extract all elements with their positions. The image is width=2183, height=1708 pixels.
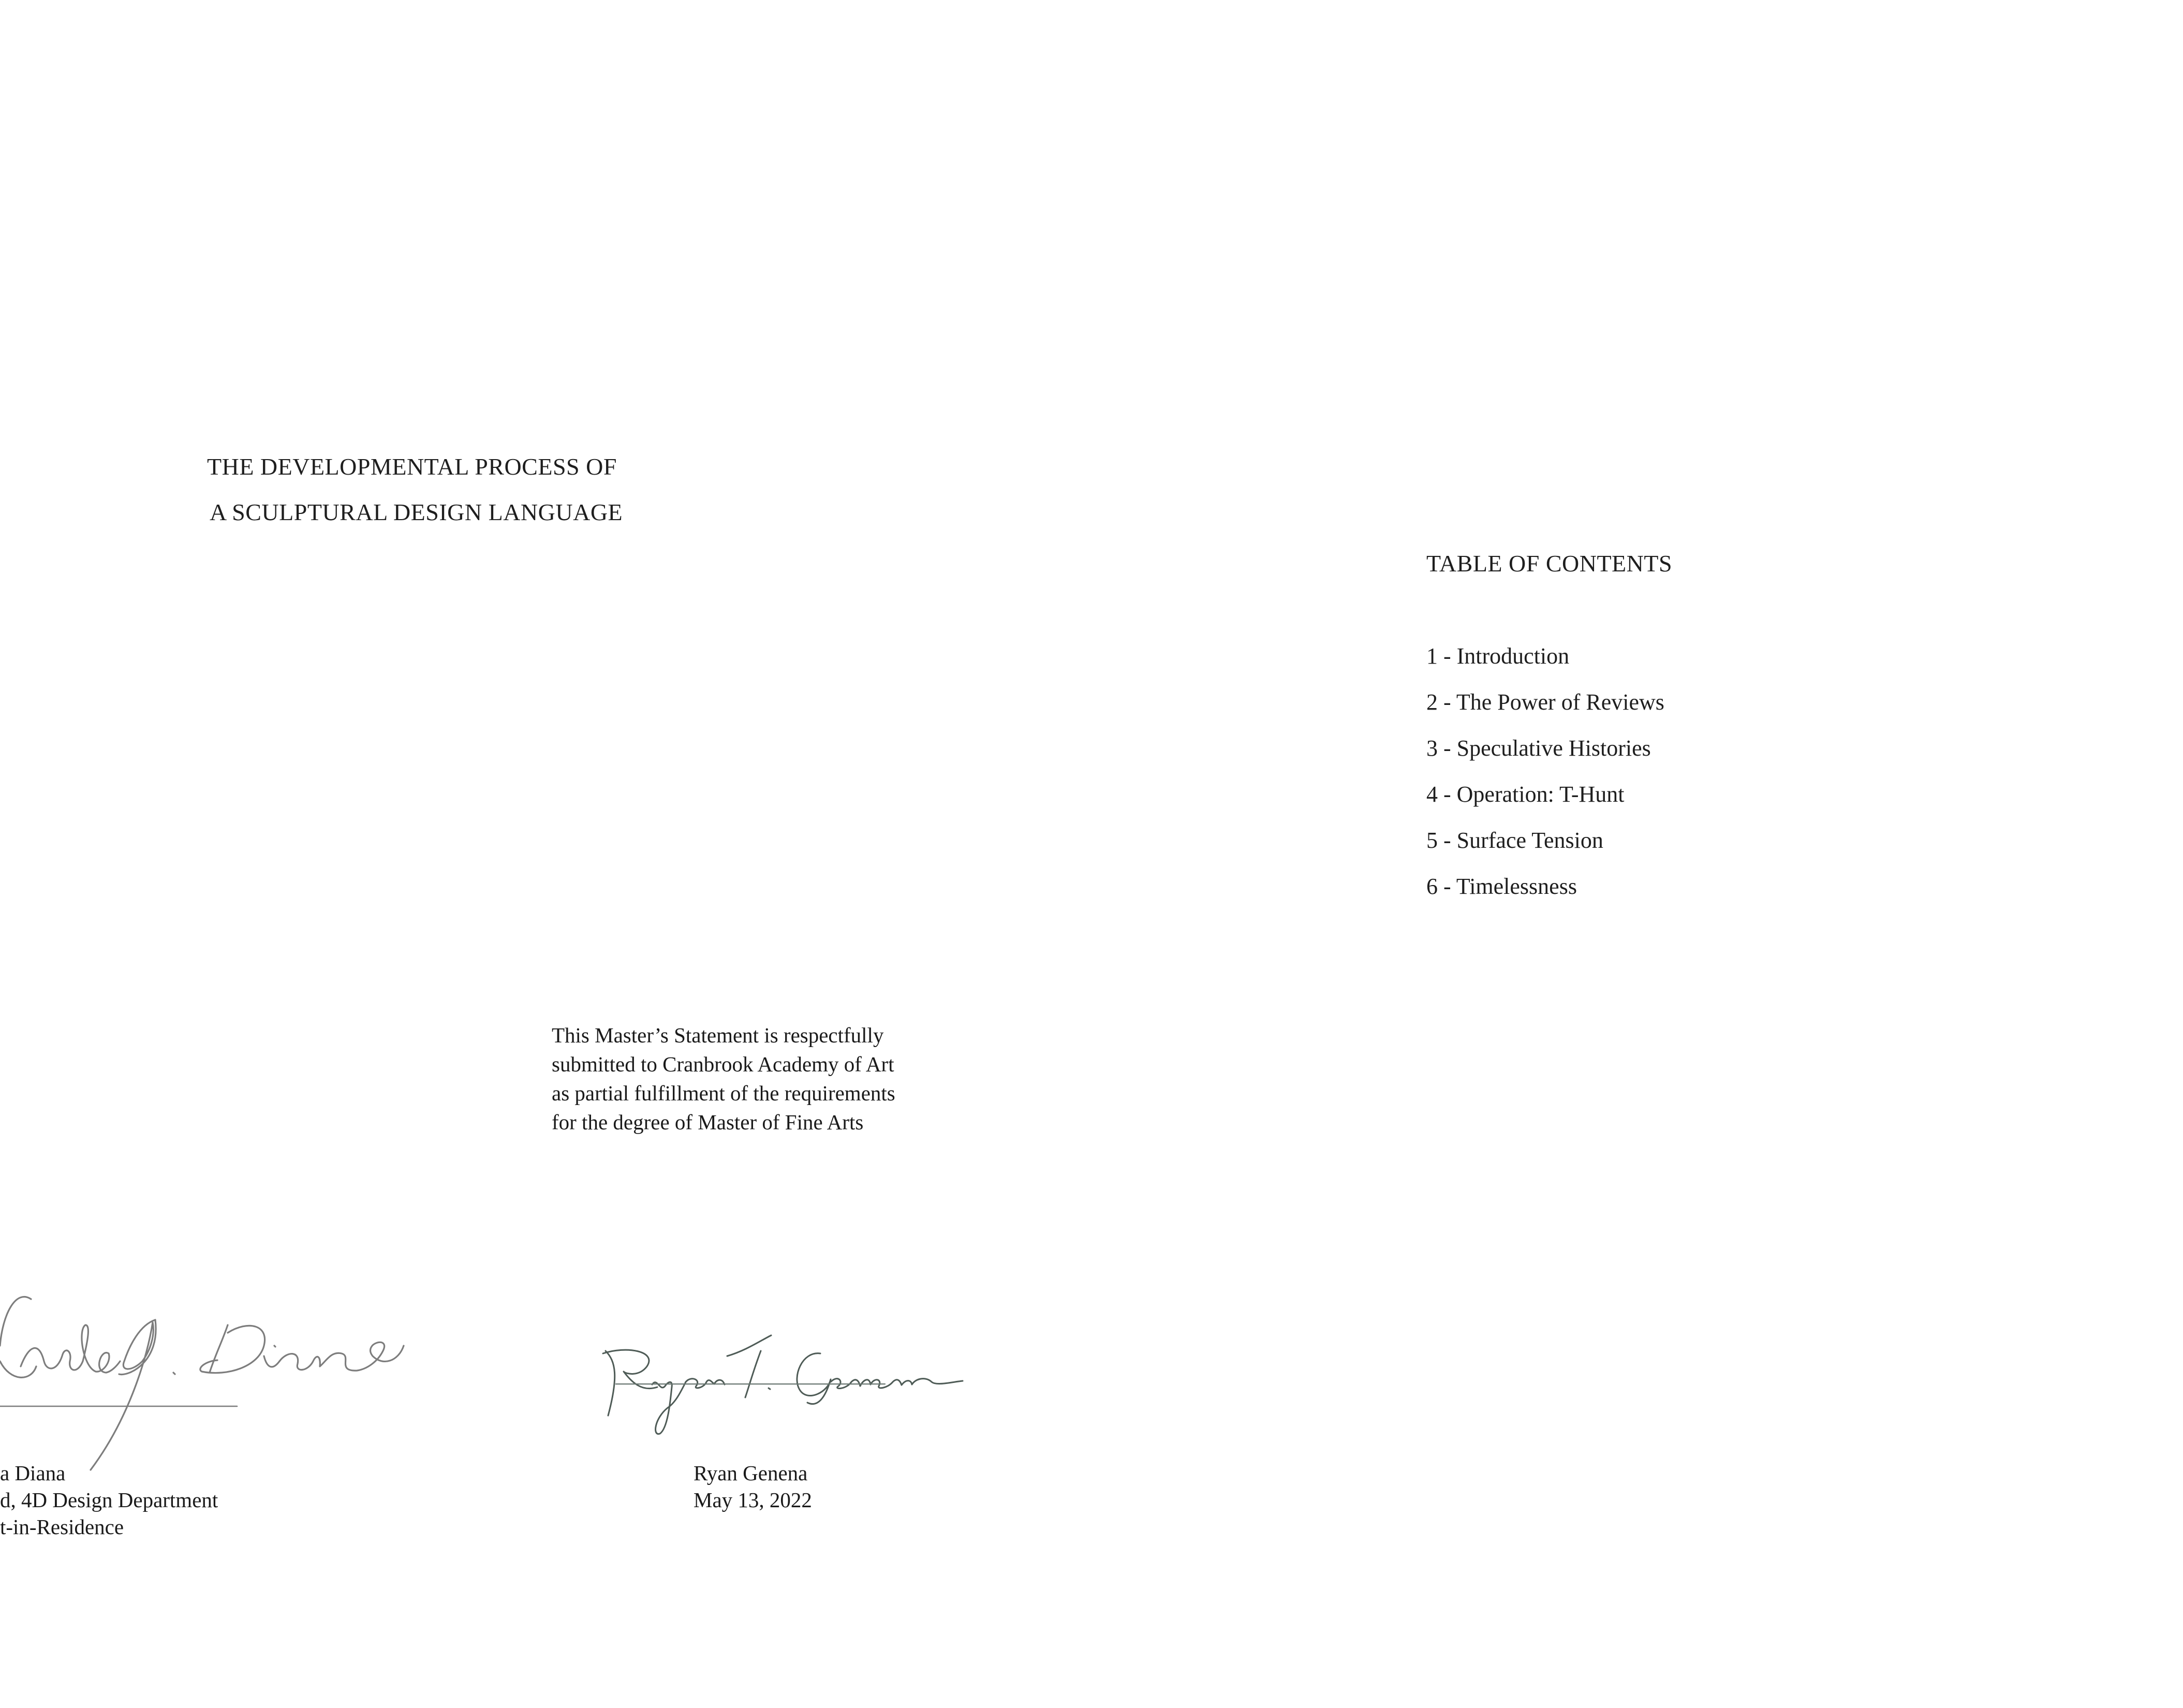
statement-line: submitted to Cranbrook Academy of Art: [552, 1052, 894, 1076]
thesis-title-line-1: THE DEVELOPMENTAL PROCESS OF: [207, 453, 617, 480]
toc-heading: TABLE OF CONTENTS: [1426, 550, 1673, 577]
toc-item: 2 - The Power of Reviews: [1426, 689, 1664, 715]
statement-line: as partial fulfillment of the requirements: [552, 1081, 895, 1105]
toc-item: 3 - Speculative Histories: [1426, 735, 1651, 761]
toc-item: 4 - Operation: T-Hunt: [1426, 782, 1625, 807]
handwritten-signature-left: [0, 1284, 414, 1475]
handwritten-signature-right: [595, 1330, 968, 1449]
signatory-left-role: t-in-Residence: [0, 1515, 124, 1539]
thesis-title-line-2: A SCULPTURAL DESIGN LANGUAGE: [210, 499, 623, 525]
toc-item: 1 - Introduction: [1426, 643, 1570, 669]
signatory-left-info: [0, 1460, 218, 1540]
signatory-right-date: May 13, 2022: [694, 1488, 812, 1512]
submission-statement: [552, 1021, 895, 1137]
toc-list: [1426, 642, 1664, 918]
toc-item: 5 - Surface Tension: [1426, 828, 1603, 853]
signatory-right-name: Ryan Genena: [694, 1461, 808, 1485]
statement-line: This Master’s Statement is respectfully: [552, 1023, 884, 1047]
signatory-left-name: a Diana: [0, 1461, 66, 1485]
statement-line: for the degree of Master of Fine Arts: [552, 1110, 864, 1134]
signatory-right-info: [694, 1460, 812, 1513]
signatory-left-title: d, 4D Design Department: [0, 1488, 218, 1512]
toc-item: 6 - Timelessness: [1426, 874, 1577, 899]
